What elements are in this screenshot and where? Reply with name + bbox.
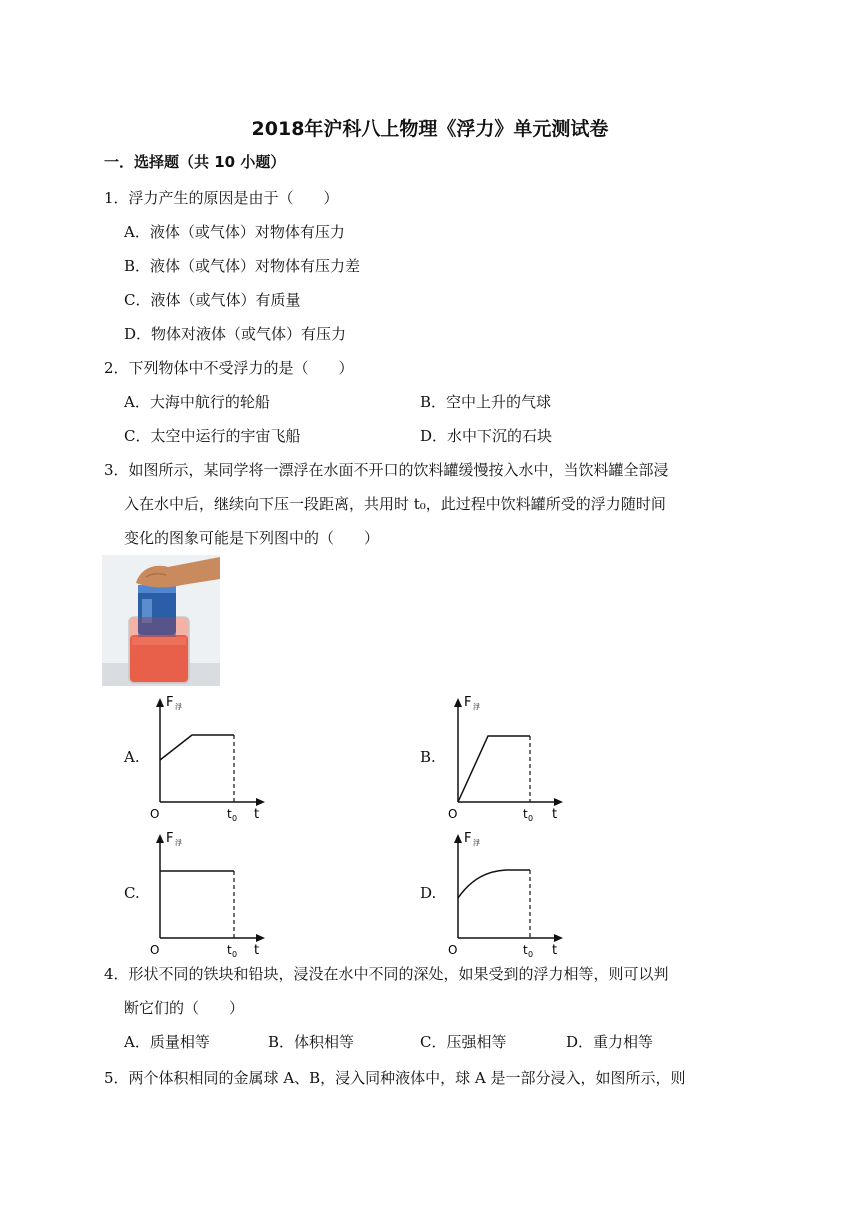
question-4-option-a: A．质量相等 xyxy=(124,1033,210,1051)
svg-text:t: t xyxy=(552,943,558,958)
svg-text:0: 0 xyxy=(528,950,534,959)
svg-text:t: t xyxy=(552,807,558,822)
question-1-option-c: C．液体（或气体）有质量 xyxy=(124,291,301,309)
question-1-option-b: B．液体（或气体）对物体有压力差 xyxy=(124,257,361,275)
graph-d-curve xyxy=(458,870,530,898)
question-5-line-1: 5．两个体积相同的金属球 A、B，浸入同种液体中，球 A 是一部分浸入，如图所示，则 xyxy=(104,1069,686,1087)
graph-d-label: D. xyxy=(420,884,437,902)
svg-text:t: t xyxy=(523,943,528,957)
graph-c-axes xyxy=(156,834,265,942)
question-3-line-2: 入在水中后，继续向下压一段距离，共用时 t₀，此过程中饮料罐所受的浮力随时间 xyxy=(124,495,666,513)
graph-a-y-label: F xyxy=(166,695,174,710)
graph-c-y-label: F xyxy=(166,831,174,846)
svg-text:O: O xyxy=(150,807,160,821)
question-4-option-d: D．重力相等 xyxy=(566,1033,654,1051)
graph-d[interactable] xyxy=(444,826,568,960)
svg-text:0: 0 xyxy=(232,950,238,959)
can-in-beaker-photo xyxy=(102,555,220,686)
graph-c-label: C. xyxy=(124,884,140,902)
svg-text:0: 0 xyxy=(528,814,534,823)
svg-text:t: t xyxy=(227,807,232,821)
graph-d-y-label: F xyxy=(464,831,472,846)
svg-text:O: O xyxy=(448,943,458,957)
question-4-option-b: B．体积相等 xyxy=(268,1033,355,1051)
graph-c[interactable] xyxy=(146,826,270,960)
section-heading: 一．选择题（共 10 小题） xyxy=(104,153,286,171)
svg-text:0: 0 xyxy=(232,814,238,823)
page-title: 2018年沪科八上物理《浮力》单元测试卷 xyxy=(251,118,609,140)
svg-text:t: t xyxy=(254,807,260,822)
question-2-option-c: C．太空中运行的宇宙飞船 xyxy=(124,427,301,445)
graph-b-curve xyxy=(458,736,530,802)
svg-text:浮: 浮 xyxy=(175,703,182,711)
graph-b[interactable] xyxy=(444,690,568,824)
question-1-option-a: A．液体（或气体）对物体有压力 xyxy=(124,223,345,241)
question-1-option-d: D．物体对液体（或气体）有压力 xyxy=(124,325,347,343)
question-3-line-3: 变化的图象可能是下列图中的（ ） xyxy=(124,529,380,547)
svg-text:浮: 浮 xyxy=(473,703,480,711)
svg-text:浮: 浮 xyxy=(175,839,182,847)
graph-a-curve xyxy=(160,735,234,760)
svg-text:O: O xyxy=(150,943,160,957)
graph-a-axes xyxy=(156,698,265,806)
svg-text:t: t xyxy=(227,943,232,957)
question-2-option-a: A．大海中航行的轮船 xyxy=(124,393,270,411)
graph-d-axes xyxy=(454,834,563,942)
question-2-option-d: D．水中下沉的石块 xyxy=(420,427,553,445)
graph-b-label: B. xyxy=(420,748,436,766)
svg-text:t: t xyxy=(254,943,260,958)
question-2-option-b: B．空中上升的气球 xyxy=(420,393,552,411)
question-4-line-2: 断它们的（ ） xyxy=(124,999,245,1017)
question-2-stem: 2．下列物体中不受浮力的是（ ） xyxy=(104,359,354,377)
graph-a[interactable] xyxy=(146,690,270,824)
question-4-option-c: C．压强相等 xyxy=(420,1033,507,1051)
svg-text:O: O xyxy=(448,807,458,821)
question-1-stem: 1．浮力产生的原因是由于（ ） xyxy=(104,189,339,207)
question-4-line-1: 4．形状不同的铁块和铅块，浸没在水中不同的深处，如果受到的浮力相等，则可以判 xyxy=(104,965,669,983)
graph-b-axes xyxy=(454,698,563,806)
svg-text:t: t xyxy=(523,807,528,821)
graph-b-y-label: F xyxy=(464,695,472,710)
question-3-line-1: 3．如图所示，某同学将一漂浮在水面不开口的饮料罐缓慢按入水中，当饮料罐全部浸 xyxy=(104,461,669,479)
graph-a-label: A. xyxy=(124,748,140,766)
svg-text:浮: 浮 xyxy=(473,839,480,847)
